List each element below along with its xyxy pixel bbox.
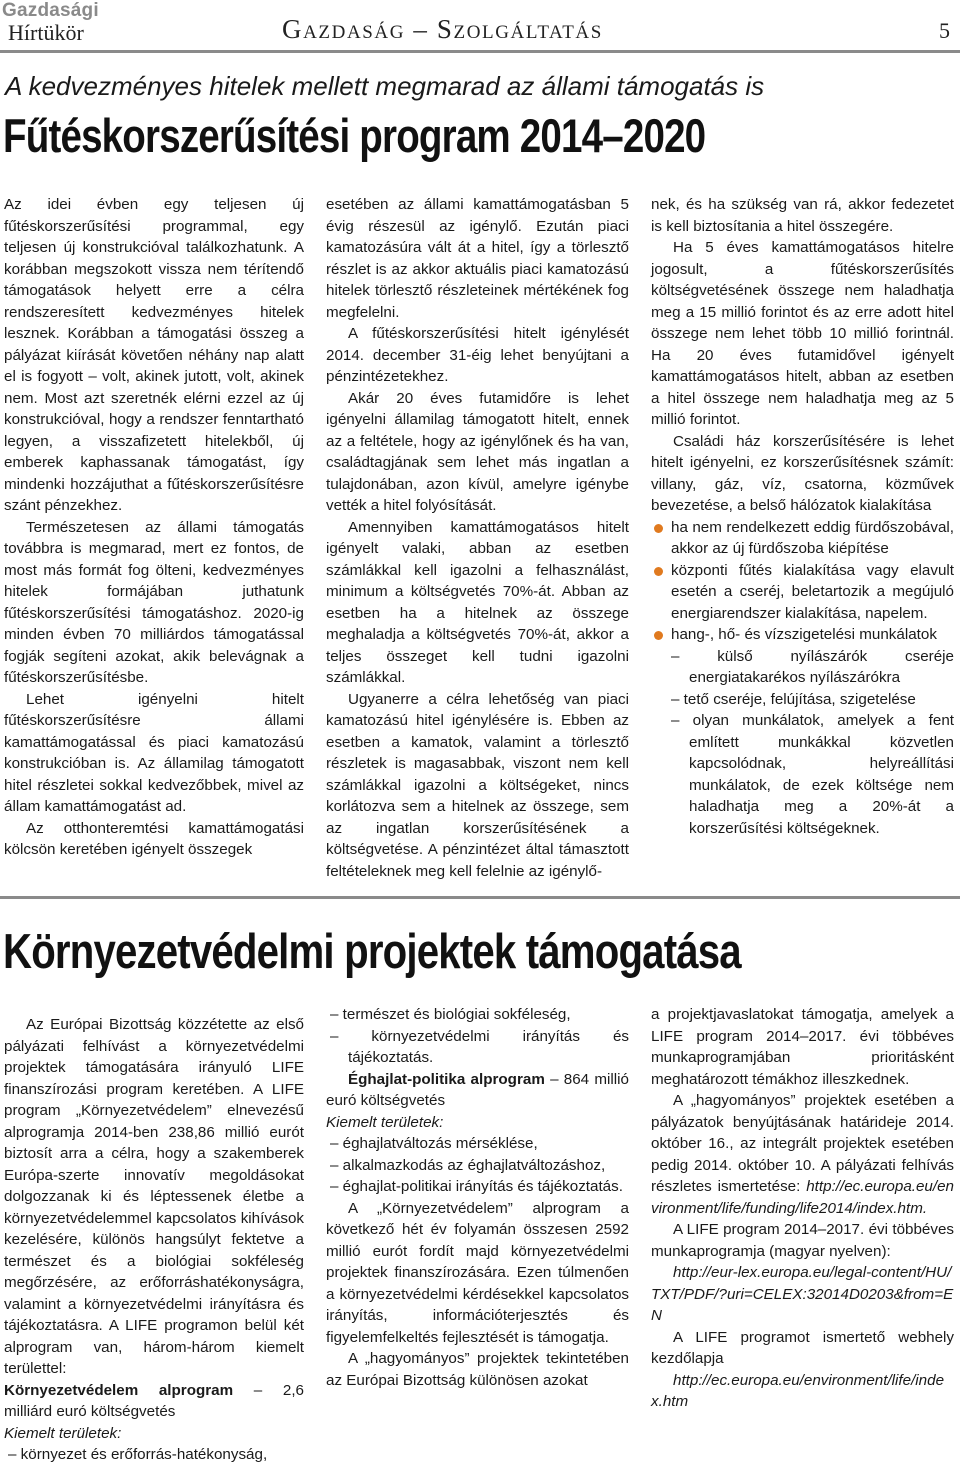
- logo-top-text: Gazdasági: [2, 0, 99, 21]
- sub-item: – külső nyílászárók cseréje energiatakarékos nyílászárókra: [671, 647, 954, 686]
- paragraph: Családi ház korszerűsítésére is lehet hitelt igényelni, ez korszerűsítésnek számít: villany, gáz, víz, csatorna, közművek bevezetése, a belső hálózatok kialakítása: [651, 432, 954, 514]
- paragraph: Ha 5 éves kamattámogatásos hitelre jogosult, a fűtéskorszerűsítés költségvetésének összege nem haladhatja meg a 15 millió forintot és az erre adott hitel összege nem lehet több 10 millió forintnál. Ha 20 éves futamidővel igényelt kamattámogatásos hitelt, abban az esetben a hitel összege nem haladhatja meg az 5 millió forintot.: [651, 239, 954, 428]
- page-header: [0, 0, 960, 50]
- paragraph: a projektjavaslatokat támogatja, amelyek a LIFE program 2014–2017. évi többéves munkaprogramjában prioritásként meghatározott témákhoz illeszkednek.: [651, 1006, 954, 1088]
- paragraph: A „Környezetvédelem” alprogram a következő hét év folyamán összesen 2592 millió eurót fordít majd környezetvédelmi projektek finanszírozására. Ezen túlmenően a környezetvédelmi kérdésekkel kapcsolatos irányítás, információterjesztés és figyelemfelkeltés fejlesztését is támogatja.: [326, 1199, 629, 1346]
- paragraph: A „hagyományos” projektek tekintetében az Európai Bizottság különösen azokat: [326, 1350, 629, 1389]
- article1-column-2: [326, 194, 629, 882]
- bullet-text: hang-, hő- és vízszigetelési munkálatok: [671, 626, 937, 643]
- link[interactable]: http://ec.europa.eu/environment/life/funding/life2014/index.htm.: [651, 1178, 954, 1217]
- bullet-item: [651, 624, 954, 646]
- paragraph: esetében az állami kamattámogatásban 5 évig részesül az igénylő. Ezután piaci kamatozásúra vált át a hitel, így a törlesztő részlet is az akkor aktuális piaci kamatozású hitelek törlesztő részleteinek mértékének fog megfelelni.: [326, 196, 629, 321]
- sub-item: – tető cseréje, felújítása, szigetelése: [671, 690, 916, 708]
- article2-column-1: [4, 1014, 304, 1466]
- dash-item: – természet és biológiai sokféleség,: [330, 1006, 571, 1023]
- paragraph-text: A „hagyományos” projektek esetében a pályázatok benyújtásának határideje 2014. október 16., az integrált projektek esetében pedig 2014. október 10. A pályázati felhívás részletes ismertetése:: [651, 1092, 954, 1195]
- page-number: 5: [939, 18, 950, 43]
- paragraph: Ugyanerre a célra lehetőség van piaci kamatozású hitel igénylésére is. Ebben az esetben a kamatok, valamint a törlesztő részletek is magasabbak, viszont nem kell számlákkal igazolni a költségeket, nincs korlátozva sem a hitelnek az összege, sem az ingatlan korszerűsítésének a költségvetése. A pénzintézet által támasztott feltételeknek meg kell felelnie az igénylő-: [326, 690, 629, 880]
- paragraph: A LIFE programot ismertető webhely kezdőlapja: [651, 1328, 954, 1367]
- italic-label: Kiemelt területek:: [4, 1424, 122, 1442]
- paragraph: [651, 1090, 954, 1219]
- dash-item: – környezet és erőforrás-hatékonyság,: [8, 1446, 268, 1463]
- bullet-dot-icon: [654, 631, 663, 640]
- header-rule: [0, 50, 960, 53]
- article1-column-1: [4, 194, 304, 861]
- paragraph: Lehet igényelni hitelt fűtéskorszerűsítésre állami kamattámogatással és piaci kamatozású konstrukcióban is. Az államilag támogatott hitel részletei sokkal kedvezőbbek, mivel az állam kamattámogatást ad.: [4, 690, 304, 815]
- bullet-dot-icon: [654, 524, 663, 533]
- bold-rest: – 864 millió euró költségvetés: [326, 1070, 629, 1109]
- bullet-dot-icon: [654, 567, 663, 576]
- dash-item: – környezetvédelmi irányítás és tájékoztatás.: [330, 1027, 629, 1066]
- bullet-item: [651, 560, 954, 625]
- link[interactable]: http://ec.europa.eu/environment/life/index.htm: [651, 1371, 945, 1410]
- logo-bottom-text: Hírtükör: [8, 20, 84, 45]
- article2-column-3: [651, 1004, 954, 1413]
- paragraph: Az idei évben egy teljesen új fűtéskorszerűsítési programmal, egy teljesen új konstrukcióval találkozhatunk. A korábban megszokott vissza nem térítendő támogatások helyett erre a célra rendszeresített kedvezményes hitelek lesznek. Korábban a támogatási összeg a pályázat kiírását követően néhány nap alatt el is fogyott – volt, akinek jutott, volt, akinek nem. Most azt szeretnék elérni ezzel az új konstrukcióval, hogy a rendszer fenntartható legyen, a visszafizetett hitelekből, új emberek kaphassanak támogatást, így mindenki hozzájuthat a fűtéskorszerűsítésre szánt pénzekhez.: [4, 196, 304, 514]
- section-title: Gazdaság – Szolgáltatás: [282, 14, 603, 44]
- paragraph: Akár 20 éves futamidőre is lehet igényelni államilag támogatott hitelt, ennek az a feltétele, hogy az igénylőnek és ha van, családtagjának sem lehet más ingatlan a tulajdonában, azon kívül, amelyre igénybe vették a hitel folyósítását.: [326, 389, 629, 514]
- paragraph: A fűtéskorszerűsítési hitelt igénylését 2014. december 31-éig lehet benyújtani a pénzintézetekhez.: [326, 325, 629, 385]
- paragraph: Természetesen az állami támogatás továbbra is megmarad, mert ez fontos, de most más formát fog ölteni, kedvezményes hitelek formájában juthatunk fűtéskorszerűsítési támogatáshoz. 2020-ig minden évben 70 milliárdos támogatással fogják segíteni azokat, akik belevágnak a fűtéskorszerűsítésbe.: [4, 518, 304, 686]
- paragraph: A LIFE program 2014–2017. évi többéves munkaprogramja (magyar nyelven):: [651, 1221, 954, 1260]
- dash-item: – alkalmazkodás az éghajlatváltozáshoz,: [330, 1156, 606, 1174]
- dash-item: – éghajlat-politikai irányítás és tájékoztatás.: [330, 1178, 623, 1195]
- paragraph: [4, 1380, 304, 1423]
- link[interactable]: http://eur-lex.europa.eu/legal-content/HU/TXT/PDF/?uri=CELEX:32014D0203&from=EN: [651, 1264, 954, 1324]
- paragraph: [326, 1069, 629, 1112]
- paragraph: Amennyiben kamattámogatásos hitelt igényelt valaki, abban az esetben számlákkal kell igazolni a felhasználást, minimum a költségvetés 70%-át. Abban az esetben ha a hitelnek az összege meghaladja a költségvetés 70%-át, akkor a teljes összeget kell tudni igazolni számlákkal.: [326, 518, 629, 686]
- bullet-item: [651, 517, 954, 560]
- section-rule: [0, 896, 960, 899]
- article1-title: Fűtéskorszerűsítési program 2014–2020: [3, 109, 706, 162]
- italic-label: Kiemelt területek:: [326, 1113, 444, 1131]
- paragraph: nek, és ha szükség van rá, akkor fedezetet is kell biztosítania a hitel összegére.: [651, 196, 954, 235]
- article2-title: Környezetvédelmi projektek támogatása: [3, 925, 741, 979]
- bullet-text: ha nem rendelkezett eddig fürdőszobával, akkor az új fürdőszoba kiépítése: [671, 518, 954, 557]
- article1-subtitle: A kedvezményes hitelek mellett megmarad az állami támogatás is: [5, 71, 765, 101]
- paragraph: Az Európai Bizottság közzétette az első pályázati felhívást a környezetvédelmi projektek támogatására irányuló LIFE finanszírozási program keretében. A LIFE program „Környezetvédelem” elnevezésű alprogramja 2014-ben 238,86 millió eurót biztosít arra a célra, hogy a szakemberek Európa-szerte innovatív megoldásokat dolgozzanak ki és léptessenek életbe a környezetvédelemmel kapcsolatos kihívások kezelésére, különös hangsúlyt fektetve a természet és a biológiai sokféleség megőrzésére, az erőforráshatékonyságra, valamint a környezetvédelmi irányításra és tájékoztatásra. A LIFE programon belül két alprogram van, három-három kiemelt területtel:: [4, 1016, 304, 1377]
- paragraph: Az otthonteremtési kamattámogatási kölcsön keretében igényelt összegek: [4, 819, 304, 858]
- bullet-text: központi fűtés kialakítása vagy elavult esetén a cseréj, beletartozik a megújuló energiarendszer kialakítása, napelem.: [671, 561, 954, 622]
- bold-label: Környezetvédelem alprogram: [4, 1381, 234, 1399]
- article2-column-2: [326, 1004, 629, 1391]
- bold-rest: – 2,6 milliárd euró költségvetés: [4, 1381, 305, 1420]
- sub-item: – olyan munkálatok, amelyek a fent említett munkákkal közvetlen kapcsolódnak, helyreállítási munkálatok, de ezek költsége nem haladhatja meg a 20%-át a korszerűsítési költségeknek.: [671, 712, 954, 837]
- article1-column-3: [651, 194, 954, 839]
- bold-label: Éghajlat-politika alprogram: [348, 1070, 545, 1088]
- dash-item: – éghajlatváltozás mérséklése,: [330, 1135, 538, 1152]
